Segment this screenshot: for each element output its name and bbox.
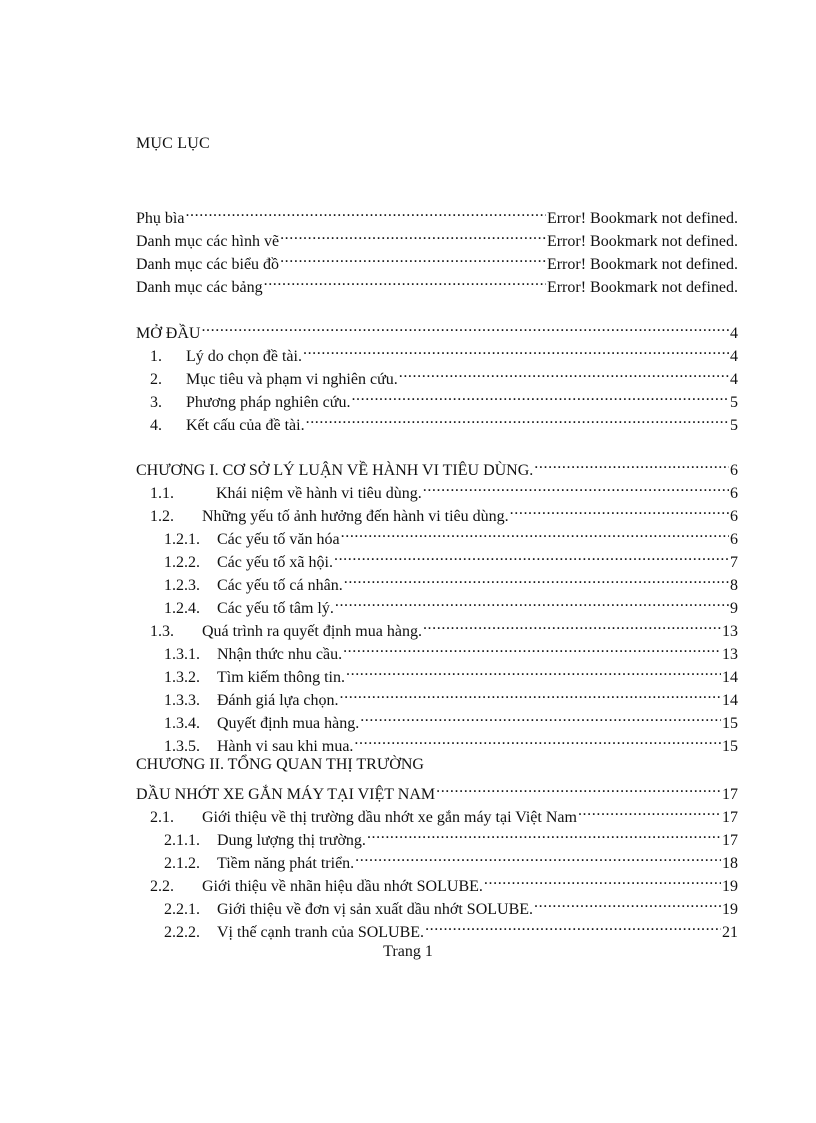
page-number-footer: Trang 1 <box>383 943 433 960</box>
toc-entry-number: 1.1. <box>150 485 174 502</box>
toc-entry-intro-3[interactable] <box>136 384 738 411</box>
toc-entry-text: Vị thế cạnh tranh của SOLUBE. <box>217 924 425 941</box>
toc-entry-number: 1.2.2. <box>164 554 200 571</box>
toc-entry-text: Khái niệm về hành vi tiêu dùng. <box>216 485 422 502</box>
toc-entry-page: 8 <box>730 577 738 594</box>
toc-entry-page: 5 <box>730 417 738 434</box>
toc-entry-2-1[interactable] <box>136 799 738 826</box>
toc-entry-text: Danh mục các hình vẽ <box>136 233 280 250</box>
dot-leader <box>367 822 721 845</box>
dot-leader <box>578 799 721 822</box>
toc-entry-page: 18 <box>722 855 738 872</box>
dot-leader <box>335 590 729 613</box>
toc-entry-number: 1.3.1. <box>164 646 200 663</box>
toc-entry-1-2-4[interactable] <box>136 590 738 617</box>
dot-leader <box>484 868 721 891</box>
toc-entry-text: MỞ ĐẦU <box>136 325 201 342</box>
toc-entry-phu-bia[interactable] <box>136 200 738 227</box>
toc-entry-intro-2[interactable] <box>136 361 738 388</box>
toc-entry-number: 1.3. <box>150 623 174 640</box>
toc-entry-text: Lý do chọn đề tài. <box>186 348 302 365</box>
toc-entry-page: 7 <box>730 554 738 571</box>
dot-leader <box>534 891 721 914</box>
toc-entry-text: Danh mục các biểu đồ <box>136 256 280 273</box>
toc-entry-text: Hành vi sau khi mua. <box>217 738 354 755</box>
page-title: MỤC LỤC <box>136 135 210 152</box>
dot-leader <box>399 361 729 384</box>
toc-entry-1-2-2[interactable] <box>136 544 738 571</box>
toc-entry-page: 14 <box>722 669 738 686</box>
toc-entry-1-3-5[interactable] <box>136 728 738 755</box>
toc-entry-number: 1.3.5. <box>164 738 200 755</box>
dot-leader <box>436 776 721 799</box>
toc-entry-intro-1[interactable] <box>136 338 738 365</box>
toc-heading-mo-dau[interactable] <box>136 315 738 342</box>
toc-entry-number: 4. <box>150 417 162 434</box>
toc-entry-page: 17 <box>722 786 738 803</box>
toc-entry-page: 4 <box>730 348 738 365</box>
toc-entry-page: 17 <box>722 809 738 826</box>
toc-entry-1-3-1[interactable] <box>136 636 738 663</box>
toc-entry-2-2[interactable] <box>136 868 738 895</box>
toc-entry-number: 1.2.4. <box>164 600 200 617</box>
toc-entry-page: 9 <box>730 600 738 617</box>
dot-leader <box>423 475 729 498</box>
toc-entry-page: 4 <box>730 371 738 388</box>
toc-entry-number: 2.2.1. <box>164 901 200 918</box>
toc-heading-chuong-2[interactable] <box>136 776 738 803</box>
dot-leader <box>423 613 721 636</box>
toc-entry-2-2-1[interactable] <box>136 891 738 918</box>
toc-entry-page: 13 <box>722 646 738 663</box>
dot-leader <box>425 914 721 937</box>
toc-entry-danh-muc-bang[interactable] <box>136 269 738 296</box>
dot-leader <box>344 567 729 590</box>
dot-leader <box>351 384 729 407</box>
toc-entry-page: 19 <box>722 901 738 918</box>
toc-entry-page: Error! Bookmark not defined. <box>546 210 738 227</box>
dot-leader <box>354 728 721 751</box>
toc-entry-text: Giới thiệu về nhãn hiệu dầu nhớt SOLUBE. <box>202 878 483 895</box>
toc-entry-text: Phương pháp nghiên cứu. <box>186 394 351 411</box>
toc-entry-page: 13 <box>722 623 738 640</box>
dot-leader <box>340 682 721 705</box>
toc-entry-1-2-1[interactable] <box>136 521 738 548</box>
toc-entry-intro-4[interactable] <box>136 407 738 434</box>
toc-entry-page: 14 <box>722 692 738 709</box>
toc-entry-page: 5 <box>730 394 738 411</box>
toc-entry-page: Error! Bookmark not defined. <box>546 233 738 250</box>
toc-entry-number: 1.3.2. <box>164 669 200 686</box>
toc-entry-1-3-4[interactable] <box>136 705 738 732</box>
toc-entry-1-2[interactable] <box>136 498 738 525</box>
toc-entry-text: Các yếu tố cá nhân. <box>217 577 343 594</box>
dot-leader <box>306 407 729 430</box>
toc-entry-page: 17 <box>722 832 738 849</box>
toc-entry-text: Quá trình ra quyết định mua hàng. <box>202 623 422 640</box>
toc-entry-page: Error! Bookmark not defined. <box>546 279 738 296</box>
toc-entry-page: 15 <box>722 738 738 755</box>
toc-entry-number: 2.1.1. <box>164 832 200 849</box>
dot-leader <box>185 200 545 223</box>
toc-entry-text: CHƯƠNG I. CƠ SỞ LÝ LUẬN VỀ HÀNH VI TIÊU DÙNG. <box>136 462 534 479</box>
toc-entry-text: CHƯƠNG II. TỔNG QUAN THỊ TRƯỜNG <box>136 756 424 773</box>
toc-entry-page: 6 <box>730 485 738 502</box>
toc-entry-number: 2.1.2. <box>164 855 200 872</box>
toc-entry-number: 1.2.1. <box>164 531 200 548</box>
toc-entry-text: DẦU NHỚT XE GẮN MÁY TẠI VIỆT NAM <box>136 786 436 803</box>
toc-entry-page: 6 <box>730 508 738 525</box>
toc-entry-1-3-2[interactable] <box>136 659 738 686</box>
toc-entry-1-3[interactable] <box>136 613 738 640</box>
dot-leader <box>201 315 729 338</box>
toc-entry-text: Giới thiệu về đơn vị sản xuất dầu nhớt SOLUBE. <box>217 901 534 918</box>
toc-entry-number: 2.1. <box>150 809 174 826</box>
toc-entry-number: 2. <box>150 371 162 388</box>
dot-leader <box>280 246 546 269</box>
toc-entry-number: 1.3.3. <box>164 692 200 709</box>
toc-entry-page: 4 <box>730 325 738 342</box>
toc-entry-text: Nhận thức nhu cầu. <box>217 646 343 663</box>
toc-entry-page: 15 <box>722 715 738 732</box>
dot-leader <box>360 705 721 728</box>
toc-entry-text: Dung lượng thị trường. <box>217 832 366 849</box>
toc-entry-page: 6 <box>730 462 738 479</box>
toc-entry-text: Tìm kiếm thông tin. <box>217 669 345 686</box>
toc-entry-text: Phụ bìa <box>136 210 185 227</box>
toc-entry-number: 2.2.2. <box>164 924 200 941</box>
dot-leader <box>346 659 721 682</box>
toc-entry-2-1-1[interactable] <box>136 822 738 849</box>
dot-leader <box>355 845 721 868</box>
toc-entry-text: Đánh giá lựa chọn. <box>217 692 339 709</box>
toc-heading-chuong-1[interactable] <box>136 452 738 479</box>
dot-leader <box>341 521 729 544</box>
toc-entry-text: Các yếu tố văn hóa <box>217 531 340 548</box>
dot-leader <box>303 338 729 361</box>
toc-entry-page: Error! Bookmark not defined. <box>546 256 738 273</box>
dot-leader <box>264 269 546 292</box>
dot-leader <box>334 544 729 567</box>
toc-entry-page: 19 <box>722 878 738 895</box>
toc-entry-number: 1.2.3. <box>164 577 200 594</box>
toc-entry-text: Giới thiệu về thị trường dầu nhớt xe gắn máy tại Việt Nam <box>202 809 577 826</box>
toc-entry-text: Các yếu tố tâm lý. <box>217 600 334 617</box>
toc-entry-number: 1.3.4. <box>164 715 200 732</box>
toc-entry-1-2-3[interactable] <box>136 567 738 594</box>
toc-entry-text: Các yếu tố xã hội. <box>217 554 333 571</box>
toc-entry-page: 6 <box>730 531 738 548</box>
toc-entry-danh-muc-hinh-ve[interactable] <box>136 223 738 250</box>
toc-entry-2-1-2[interactable] <box>136 845 738 872</box>
toc-entry-number: 2.2. <box>150 878 174 895</box>
toc-entry-text: Mục tiêu và phạm vi nghiên cứu. <box>186 371 398 388</box>
toc-entry-text: Quyết định mua hàng. <box>217 715 360 732</box>
dot-leader <box>280 223 546 246</box>
dot-leader <box>510 498 729 521</box>
dot-leader <box>534 452 729 475</box>
toc-entry-number: 1.2. <box>150 508 174 525</box>
toc-entry-text: Kết cấu của đề tài. <box>186 417 305 434</box>
toc-entry-text: Những yếu tố ảnh hưởng đến hành vi tiêu dùng. <box>202 508 509 525</box>
toc-entry-number: 3. <box>150 394 162 411</box>
toc-entry-text: Danh mục các bảng <box>136 279 263 296</box>
toc-entry-number: 1. <box>150 348 162 365</box>
toc-heading-chuong-2-line1[interactable] <box>136 753 738 776</box>
toc-entry-1-3-3[interactable] <box>136 682 738 709</box>
toc-entry-page: 21 <box>722 924 738 941</box>
toc-entry-danh-muc-bieu-do[interactable] <box>136 246 738 273</box>
toc-entry-1-1[interactable] <box>136 475 738 502</box>
toc-entry-2-2-2[interactable] <box>136 914 738 941</box>
dot-leader <box>343 636 721 659</box>
toc-entry-text: Tiềm năng phát triển. <box>217 855 355 872</box>
